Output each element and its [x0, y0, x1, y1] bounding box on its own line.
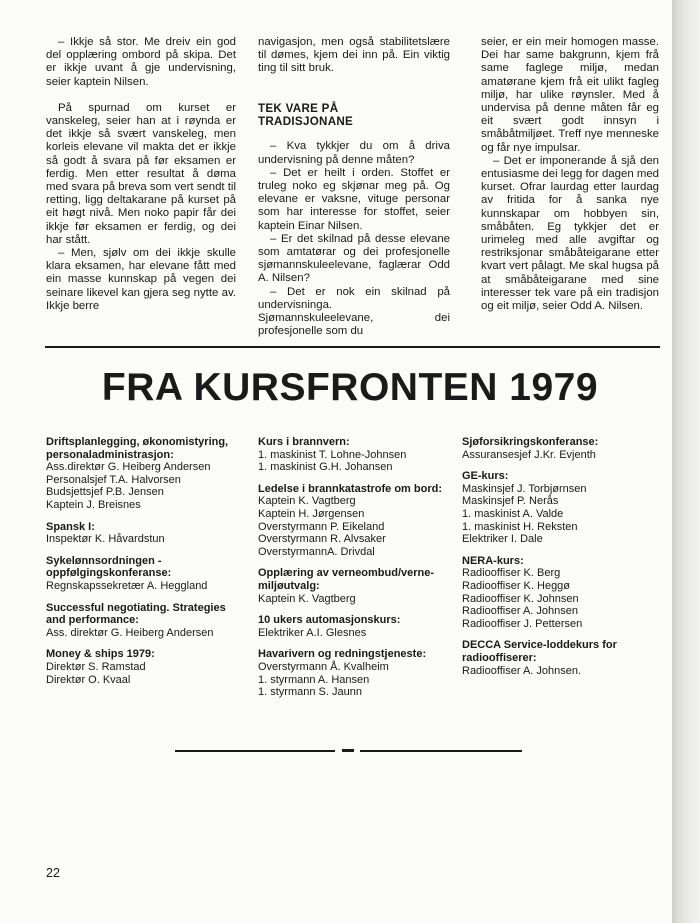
article-paragraph: – Er det skilnad på desse elevane som amtatørar og dei profesjonelle sjømannskuleelevane, faglærar Odd A. Nilsen? [258, 232, 450, 285]
participant-name: Maskinsjef J. Torbjørnsen [462, 482, 587, 495]
participant-name: Budsjettsjef P.B. Jensen [46, 486, 164, 499]
participant-name: Assuransesjef J.Kr. Evjenth [462, 448, 596, 461]
participant-name: Radiooffiser K. Heggø [462, 579, 571, 592]
participant-name: 1. maskinist T. Lohne-Johnsen [258, 448, 407, 461]
participant-name: Radiooffiser A. Johnsen. [462, 664, 582, 677]
horizontal-rule [45, 346, 660, 348]
article-column-1 [46, 36, 236, 313]
participant-name: Overstyrmann R. Alvsaker [258, 533, 386, 546]
article-paragraph: navigasjon, men også stabilitetslære til dømes, kjem dei inn på. Ein viktig ting til sitt bruk. [258, 36, 450, 75]
participant-name: 1. maskinist A. Valde [462, 507, 564, 520]
article-paragraph: – Kva tykkjer du om å driva undervisning på denne måten? [258, 140, 450, 166]
course-title: Opplæring av verneombud/verne-miljøutvalg: [258, 567, 435, 592]
participant-name: Radiooffiser J. Pettersen [462, 617, 583, 630]
participant-name: Overstyrmann P. Eikeland [258, 520, 385, 533]
article-column-2-body [258, 140, 450, 338]
course-entry [46, 648, 246, 686]
participant-name: Kaptein K. Vagtberg [258, 592, 356, 605]
course-entry [258, 648, 458, 698]
article-paragraph: seier, er ein meir homogen masse. Dei har same bakgrunn, kjem frå same faglege miljø, medan amatørane kjem frå eit ulikt fagleg miljø, har ulike røynsler. Med å undervisa på denne måten får eg eit svært godt innsyn i småbåtmiljøet. Treff nye menneske og får nye impulsar. [481, 36, 659, 154]
participant-name: 1. maskinist G.H. Johansen [258, 461, 393, 474]
course-title: DECCA Service-loddekurs for radiooffiserer: [462, 639, 617, 664]
ornament-rule-left [175, 750, 335, 752]
course-entry [46, 436, 246, 512]
article-paragraph: – Det er heilt i orden. Stoffet er truleg noko eg skjønar meg på. Og elevane er vaksne, vituge personar som har interesse for stoffet, seier kaptein Einar Nilsen. [258, 166, 450, 232]
participant-name: Regnskapssekretær A. Heggland [46, 579, 208, 592]
participant-name: Overstyrmann Å. Kvalheim [258, 660, 389, 673]
course-column-2 [258, 436, 458, 708]
course-title: Havarivern og redningstjeneste: [258, 648, 427, 661]
article-column-3 [481, 36, 659, 313]
participant-name: Direktør O. Kvaal [46, 673, 131, 686]
participant-name: Elektriker I. Dale [462, 533, 543, 546]
course-entry [462, 555, 662, 631]
article-paragraph: – Det er nok ein skilnad på undervisninga. Sjømannskuleelevane, dei profesjonelle som du [258, 285, 450, 338]
course-title: GE-kurs: [462, 470, 509, 483]
page-edge [672, 0, 700, 923]
course-title: Sykelønnsordningen - oppfølgingskonferanse: [46, 554, 172, 580]
course-entry [258, 614, 458, 639]
course-title: Successful negotiating. Strategies and performance: [46, 601, 226, 627]
course-title: 10 ukers automasjonskurs: [258, 614, 401, 627]
article-paragraph: På spurnad om kurset er vanskeleg, seier han at i røynda er det ikkje så svært vanskeleg, men korleis elevane vil makta det er ikkje så godt å svara på før eksamen er ferdig. Men etter resultat å døma med svara på breva som vert sendt til retting, ligg deltakarane på kurset på eit høgt nivå. Men noko papir får dei ikkje før eksamen er ferdig, og dei har stått. [46, 101, 236, 246]
participant-name: Kaptein H. Jørgensen [258, 507, 365, 520]
participant-name: Elektriker A.I. Glesnes [258, 626, 367, 639]
course-title: Driftsplanlegging, økonomistyring, personaladministrasjon: [46, 436, 229, 461]
course-entry [46, 521, 246, 546]
course-entry [46, 602, 246, 640]
participant-name: Kaptein K. Vagtberg [258, 495, 356, 508]
participant-name: Personalsjef T.A. Halvorsen [46, 473, 181, 486]
article-column-2 [258, 36, 450, 338]
participant-name: Direktør S. Ramstad [46, 660, 146, 673]
course-entry [462, 436, 662, 461]
course-title: Spansk I: [46, 520, 95, 533]
course-entry [462, 639, 662, 677]
ornament-dash [342, 749, 354, 752]
participant-name: Ass.direktør G. Heiberg Andersen [46, 461, 211, 474]
course-title: Ledelse i brannkatastrofe om bord: [258, 482, 442, 495]
course-entry [462, 470, 662, 546]
participant-name: Inspektør K. Håvardstun [46, 533, 165, 546]
course-title: Money & ships 1979: [46, 648, 155, 661]
article-paragraph: – Ikkje så stor. Me dreiv ein god del opplæring ombord på skipa. Det er ikkje uvant å gje undervisning, seier kaptein Nilsen. [46, 36, 236, 88]
course-title: NERA-kurs: [462, 554, 524, 567]
ornament-rule-right [360, 750, 522, 752]
course-entry [46, 555, 246, 593]
participant-name: Radiooffiser K. Berg [462, 567, 561, 580]
course-entry [258, 436, 458, 474]
course-column-1 [46, 436, 246, 695]
participant-name: Kaptein J. Breisnes [46, 498, 141, 511]
section-heading: TEK VARE PÅ TRADISJONANE [258, 101, 354, 129]
course-title: Sjøforsikringskonferanse: [462, 436, 599, 448]
participant-name: OverstyrmannA. Drivdal [258, 545, 375, 558]
participant-name: Maskinsjef P. Nerås [462, 495, 559, 508]
participant-name: 1. styrmann S. Jaunn [258, 686, 362, 699]
course-title: Kurs i brannvern: [258, 436, 350, 448]
participant-name: 1. maskinist H. Reksten [462, 520, 578, 533]
participant-name: Radiooffiser A. Johnsen [462, 605, 578, 618]
participant-name: 1. styrmann A. Hansen [258, 673, 370, 686]
participant-name: Ass. direktør G. Heiberg Andersen [46, 626, 214, 639]
course-entry [258, 567, 458, 605]
participant-name: Radiooffiser K. Johnsen [462, 592, 579, 605]
course-column-3 [462, 436, 662, 686]
article-paragraph: – Det er imponerande å sjå den entusiasme dei legg for dagen med kurset. Ofrar laurdag etter laurdag av fritida for å sanka nye kunnskapar om hobbyen sin, småbåten. Eg tykkjer det er urimeleg med alle avgiftar og restriksjonar småbåteigarane etter kvart vert pålagt. Me skal hugsa på at småbåteigarane med sine interesser tek vare på ein tradisjon og eit miljø, seier Odd A. Nilsen. [481, 154, 659, 313]
page-number: 22 [46, 866, 60, 880]
page-headline: FRA KURSFRONTEN 1979 [101, 366, 599, 409]
article-paragraph: – Men, sjølv om dei ikkje skulle klara eksamen, har elevane fått med ein masse kunnskap på vegen dei seinare likevel kan gjera seg nytte av. Ikkje berre [46, 247, 236, 312]
course-entry [258, 483, 458, 559]
